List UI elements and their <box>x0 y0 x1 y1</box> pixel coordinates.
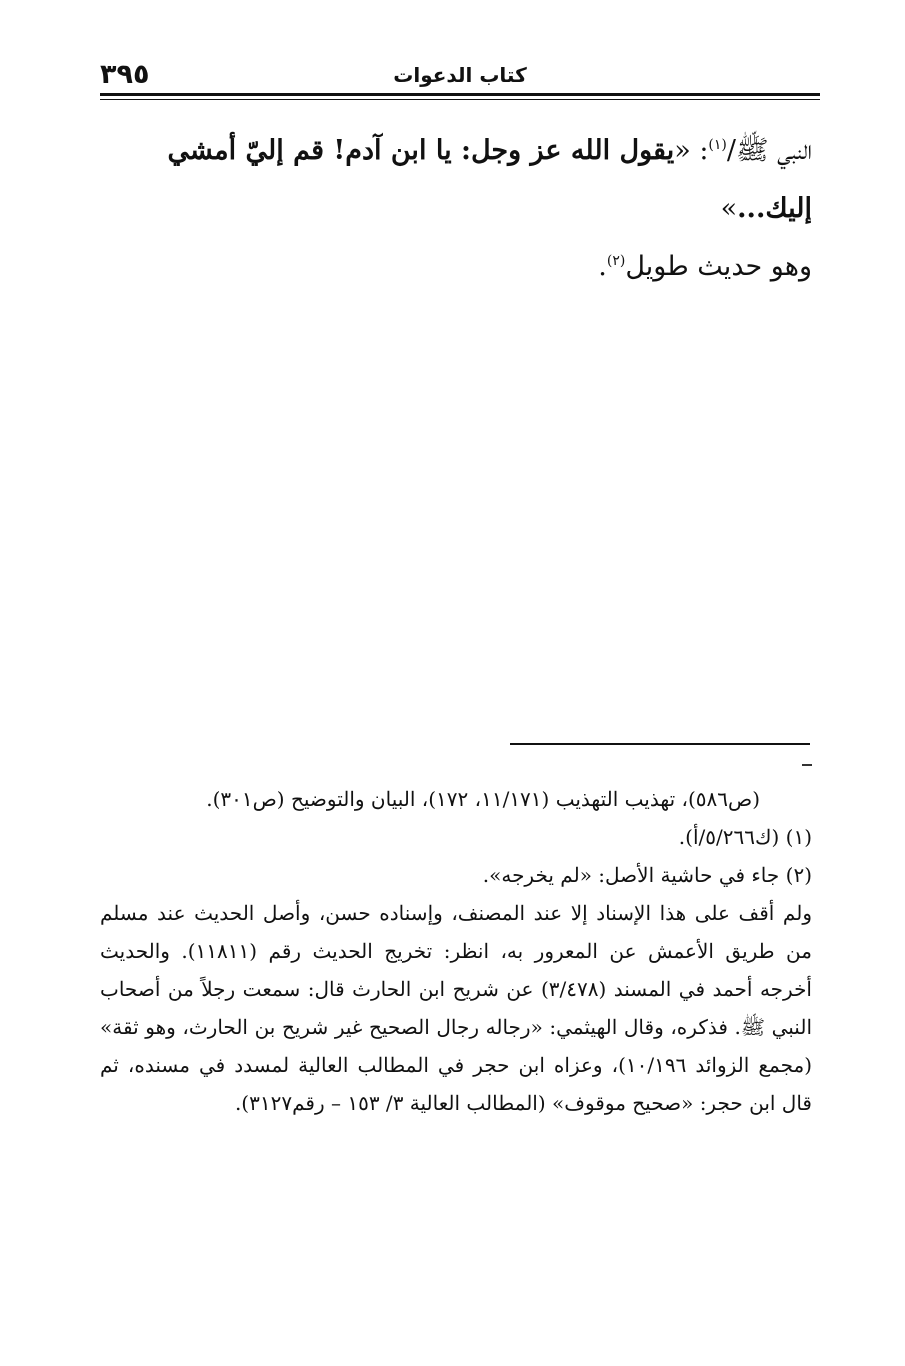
header-rule-thin <box>100 99 820 100</box>
footnote-ref-2: (٢) <box>606 253 626 269</box>
main-text <box>100 122 812 296</box>
footnote-2-head: (٢) جاء في حاشية الأصل: «لم يخرجه». <box>482 863 812 887</box>
footnote-continuation-mark <box>802 764 812 766</box>
header-rule-thick <box>100 93 820 96</box>
footnote-ref-1: (١) <box>708 137 727 153</box>
main-text-line-1 <box>100 122 812 238</box>
running-title: كتاب الدعوات <box>393 63 527 87</box>
footnote-separator <box>510 743 810 745</box>
page-header <box>100 58 820 92</box>
line1-prefix: النبي ﷺ/ <box>726 135 812 166</box>
line2-end: . <box>598 251 607 282</box>
line2-text: وهو حديث طويل <box>625 251 812 282</box>
footnote-2-body: ولم أقف على هذا الإسناد إلا عند المصنف، وإسناده حسن، وأصل الحديث عند مسلم من طريق الأعمش عن المعرور به، انظر: تخريج الحديث رقم (١١٨١١). والحديث أخرجه أحمد في المسند (٣/٤٧٨) عن شريح ابن الحارث قال: سمعت رجلاً من أصحاب النبي ﷺ. فذكره، وقال الهيثمي: «رجاله رجال الصحيح غير شريح بن الحارث، وهو ثقة» (مجمع الزوائد ١٠/١٩٦)، وعزاه ابن حجر في المطالب العالية لمسدد في مسنده، ثم قال ابن حجر: «صحيح موقوف» (المطالب العالية ٣/ ١٥٣ – رقم٣١٢٧). <box>100 901 812 1115</box>
footnote-1: (١) (ك٥/٢٦٦/أ). <box>678 825 812 849</box>
footnotes <box>100 780 812 1122</box>
hadith-quote: يقول الله عز وجل: يا ابن آدم! قم إليّ أمشي إليك... <box>167 135 812 224</box>
main-text-line-2 <box>100 238 812 296</box>
page-number: ٣٩٥ <box>100 59 150 90</box>
line1-close: » <box>720 193 738 224</box>
line1-colon: : « <box>674 135 709 166</box>
footnote-continuation: (ص٥٨٦)، تهذيب التهذيب (١١/١٧١، ١٧٢)، البيان والتوضيح (ص٣٠١). <box>206 787 760 811</box>
